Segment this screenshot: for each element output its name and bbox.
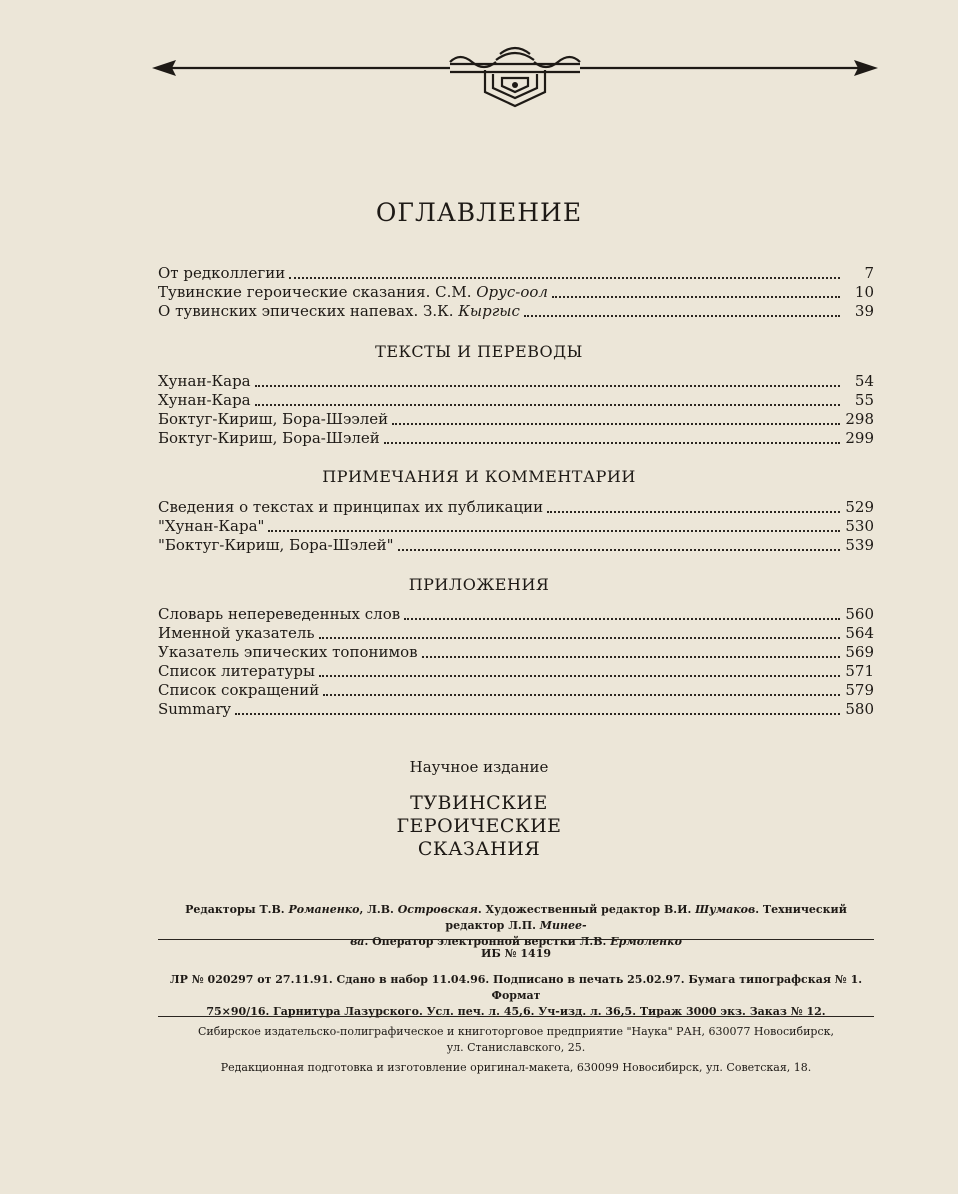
toc-leader-dots [319,662,840,677]
toc-entry [158,536,874,555]
section-heading-texts: ТЕКСТЫ И ПЕРЕВОДЫ [375,342,583,361]
toc-entry-label: Сведения о текстах и принципах их публикации [158,498,544,516]
toc-entry [158,624,874,643]
toc-entry [158,283,874,302]
toc-entry-label: Именной указатель [158,624,315,642]
toc-leader-dots [422,643,840,658]
toc-section-texts [158,372,874,448]
toc-entry-page: 539 [845,536,874,554]
toc-leader-dots [384,429,840,444]
toc-leader-dots [323,681,840,696]
toc-entry [158,700,874,719]
toc-entry-label: Словарь непереведенных слов [158,605,401,623]
toc-entry-label: Хунан-Кара [158,391,251,409]
toc-entry-label: Боктуг-Кириш, Бора-Шэлей [158,429,380,447]
toc-leader-dots [524,302,840,317]
toc-entry [158,681,874,700]
toc-entry [158,410,874,429]
toc-entry-page: 580 [845,700,874,718]
toc-entry-page: 529 [845,498,874,516]
toc-section-notes [158,498,874,555]
toc-entry-label: Тувинские героические сказания. С.М. Орус-оол [158,283,548,301]
toc-entry-label: Список сокращений [158,681,320,699]
celtic-knot-divider-icon [150,40,880,110]
toc-entry-page: 54 [854,372,874,390]
toc-entry [158,302,874,321]
toc-entry [158,391,874,410]
toc-leader-dots [255,372,840,387]
toc-entry-page: 569 [845,643,874,661]
toc-entry-label: Боктуг-Кириш, Бора-Шээлей [158,410,389,428]
toc-entry-author: Кыргыс [458,302,520,320]
publisher-info: Сибирское издательско-полиграфическое и книготорговое предприятие "Наука" РАН, 630077 Новосибирск, ул. Станиславского, 25. Редакционная подготовка и изготовление оригинал-макета, 630099 Новосибирск, ул. Советская, 18. [197,1025,834,1074]
toc-entry-label: От редколлегии [158,264,286,282]
toc-leader-dots [268,517,840,532]
toc-entry-page: 298 [845,410,874,428]
toc-entry [158,517,874,536]
print-details: ЛР № 020297 от 27.11.91. Сдано в набор 11.04.96. Подписано в печать 25.02.97. Бумага типографская № 1. Формат 75×90/16. Гарнитура Лазурского. Усл. печ. л. 45,6. Уч-изд. л. 36,5. Тираж 3000 экз. Заказ № 12. [169,973,863,1018]
toc-entry-page: 579 [845,681,874,699]
toc-leader-dots [547,498,840,513]
toc-entry-page: 560 [845,605,874,623]
book-title [0,792,958,861]
toc-entry [158,605,874,624]
toc-entry [158,372,874,391]
toc-entry-page: 39 [854,302,874,320]
section-heading-appendices: ПРИЛОЖЕНИЯ [408,575,550,594]
book-title-line: СКАЗАНИЯ [417,838,541,860]
toc-entry-page: 571 [845,662,874,680]
toc-intro [158,264,874,321]
toc-entry-label: Указатель эпических топонимов [158,643,418,661]
toc-entry-page: 299 [845,429,874,447]
toc-entry-page: 10 [854,283,874,301]
toc-entry-label: Список литературы [158,662,315,680]
toc-entry-page: 7 [864,264,874,282]
toc-leader-dots [289,264,840,279]
toc-section-appendices [158,605,874,719]
section-heading-notes: ПРИМЕЧАНИЯ И КОММЕНТАРИИ [322,467,636,486]
ib-number: ИБ № 1419 [480,947,552,960]
editors-credits: Редакторы Т.В. Романенко, Л.В. Островская. Художественный редактор В.И. Шумаков. Технический редактор Л.П. Минее- ва. Оператор электронной верстки Л.В. Ермоленко [185,903,847,948]
toc-leader-dots [552,283,840,298]
page-title: ОГЛАВЛЕНИЕ [375,198,583,227]
toc-entry [158,264,874,283]
toc-entry-label: "Хунан-Кара" [158,517,265,535]
toc-leader-dots [319,624,840,639]
toc-leader-dots [398,536,840,551]
toc-entry [158,429,874,448]
toc-entry-label: "Боктуг-Кириш, Бора-Шэлей" [158,536,394,554]
book-title-line: ГЕРОИЧЕСКИЕ [396,815,562,837]
toc-entry-label: Summary [158,700,231,718]
toc-leader-dots [235,700,840,715]
divider-line [158,1016,874,1017]
edition-type: Научное издание [409,758,549,776]
toc-entry-page: 564 [845,624,874,642]
toc-entry [158,498,874,517]
toc-entry-label: Хунан-Кара [158,372,251,390]
book-title-line: ТУВИНСКИЕ [410,792,548,814]
toc-leader-dots [255,391,840,406]
toc-entry-page: 530 [845,517,874,535]
toc-entry [158,662,874,681]
toc-entry [158,643,874,662]
toc-entry-label: О тувинских эпических напевах. З.К. Кыргыс [158,302,520,320]
divider-line [158,939,874,940]
toc-entry-page: 55 [854,391,874,409]
toc-entry-author: Орус-оол [476,283,548,301]
toc-leader-dots [404,605,840,620]
toc-leader-dots [392,410,840,425]
